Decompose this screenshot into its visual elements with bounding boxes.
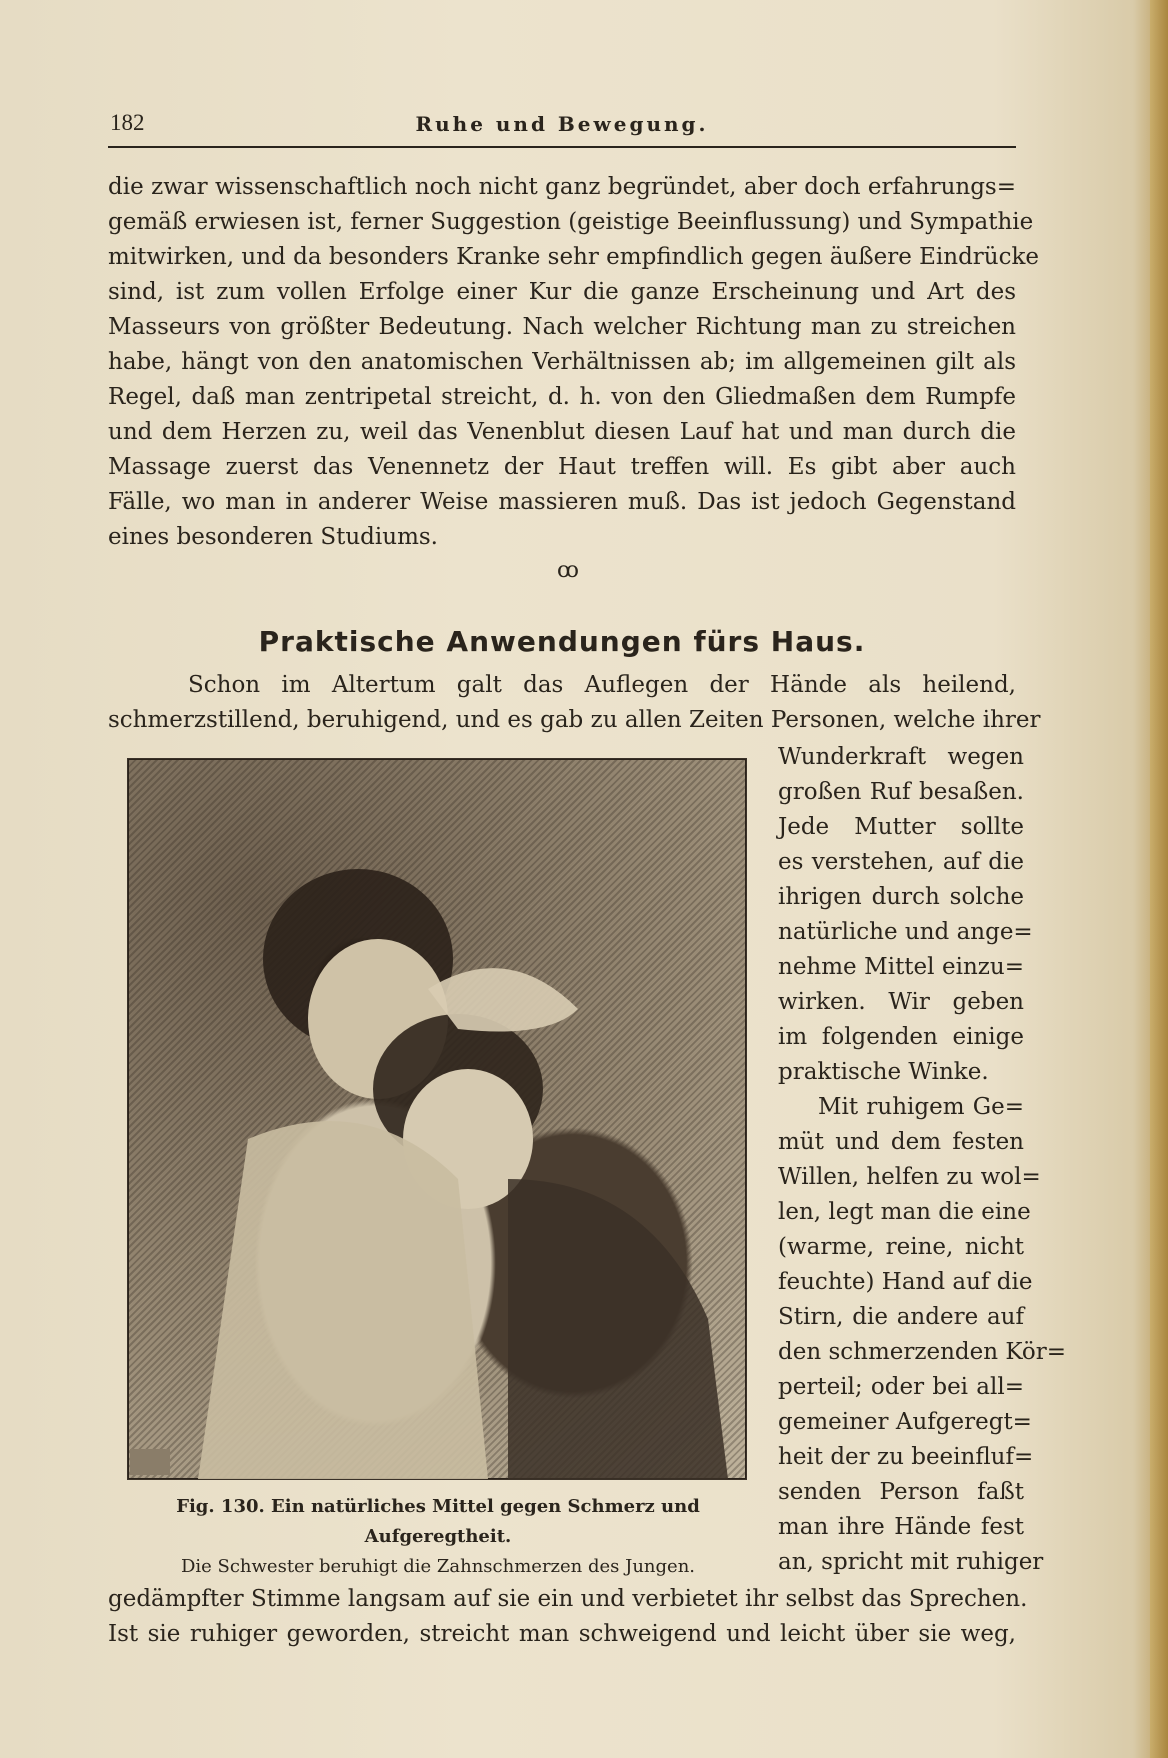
text-line: es verstehen, auf die	[778, 849, 1024, 875]
text-line: Stirn, die andere auf	[778, 1304, 1024, 1330]
text-line: heit der zu beeinfluf=	[778, 1444, 1034, 1470]
text-line: Regel, daß man zentripetal streicht, d. h. von den Gliedmaßen dem Rumpfe	[108, 384, 1016, 410]
text-line: gemeiner Aufgeregt=	[778, 1409, 1032, 1435]
page-header	[108, 110, 1016, 148]
side-column-text	[778, 740, 1067, 1580]
text-line: Fälle, wo man in anderer Weise massieren muß. Das ist jedoch Gegenstand	[108, 489, 1016, 515]
section-title: Praktische Anwendungen fürs Haus.	[258, 625, 866, 658]
section-intro	[108, 668, 1041, 738]
figure-caption	[118, 1492, 758, 1582]
text-line: man ihre Hände fest	[778, 1514, 1024, 1540]
caption-title: Fig. 130. Ein natürliches Mittel gegen Schmerz und Aufgeregtheit.	[176, 1496, 700, 1547]
text-line: Schon im Altertum galt das Auflegen der Hände als heilend,	[188, 672, 1016, 698]
text-line: Willen, helfen zu wol=	[778, 1164, 1041, 1190]
text-line: habe, hängt von den anatomischen Verhältnissen ab; im allgemeinen gilt als	[108, 349, 1016, 375]
text-line: müt und dem festen	[778, 1129, 1024, 1155]
running-head: Ruhe und Bewegung.	[415, 112, 709, 136]
text-line: schmerzstillend, beruhigend, und es gab zu allen Zeiten Personen, welche ihrer	[108, 707, 1041, 733]
caption-description: Die Schwester beruhigt die Zahnschmerzen des Jungen.	[180, 1556, 696, 1577]
text-line: Masseurs von größter Bedeutung. Nach welcher Richtung man zu streichen	[108, 314, 1016, 340]
text-line: Massage zuerst das Venennetz der Haut treffen will. Es gibt aber auch	[108, 454, 1016, 480]
text-line: (warme, reine, nicht	[778, 1234, 1024, 1260]
text-line: im folgenden einige	[778, 1024, 1024, 1050]
text-line: an, spricht mit ruhiger	[778, 1549, 1044, 1575]
engraving-illustration	[127, 758, 747, 1480]
top-paragraph	[108, 170, 1040, 555]
text-line: die zwar wissenschaftlich noch nicht ganz begründet, aber doch erfahrungs=	[108, 174, 1016, 200]
text-line: praktische Winke.	[778, 1059, 989, 1085]
text-line: sind, ist zum vollen Erfolge einer Kur die ganze Erscheinung und Art des	[108, 279, 1016, 305]
text-line: Mit ruhigem Ge=	[818, 1094, 1024, 1120]
text-line: Wunderkraft wegen	[778, 744, 1024, 770]
text-line: wirken. Wir geben	[778, 989, 1024, 1015]
text-line: großen Ruf besaßen.	[778, 779, 1024, 805]
page-number: 182	[110, 110, 145, 135]
text-line: eines besonderen Studiums.	[108, 524, 438, 550]
text-line: natürliche und ange=	[778, 919, 1033, 945]
text-line: gedämpfter Stimme langsam auf sie ein und verbietet ihr selbst das Sprechen.	[108, 1586, 1028, 1612]
text-line: mitwirken, und da besonders Kranke sehr empfindlich gegen äußere Eindrücke	[108, 244, 1040, 270]
section-ornament: ꝏ	[557, 558, 579, 583]
text-line: feuchte) Hand auf die	[778, 1269, 1033, 1295]
text-line: senden Person faßt	[778, 1479, 1024, 1505]
text-line: Jede Mutter sollte	[778, 814, 1024, 840]
section-continuation	[108, 1582, 1028, 1652]
text-line: den schmerzenden Kör=	[778, 1339, 1067, 1365]
text-line: und dem Herzen zu, weil das Venenblut diesen Lauf hat und man durch die	[108, 419, 1016, 445]
text-line: Ist sie ruhiger geworden, streicht man schweigend und leicht über sie weg,	[108, 1621, 1016, 1647]
text-line: nehme Mittel einzu=	[778, 954, 1024, 980]
text-line: len, legt man die eine	[778, 1199, 1031, 1225]
text-line: gemäß erwiesen ist, ferner Suggestion (geistige Beeinflussung) und Sympathie	[108, 209, 1034, 235]
text-line: ihrigen durch solche	[778, 884, 1024, 910]
illustration-drawing	[128, 759, 746, 1479]
page-edge	[1150, 0, 1168, 1758]
text-line: perteil; oder bei all=	[778, 1374, 1024, 1400]
